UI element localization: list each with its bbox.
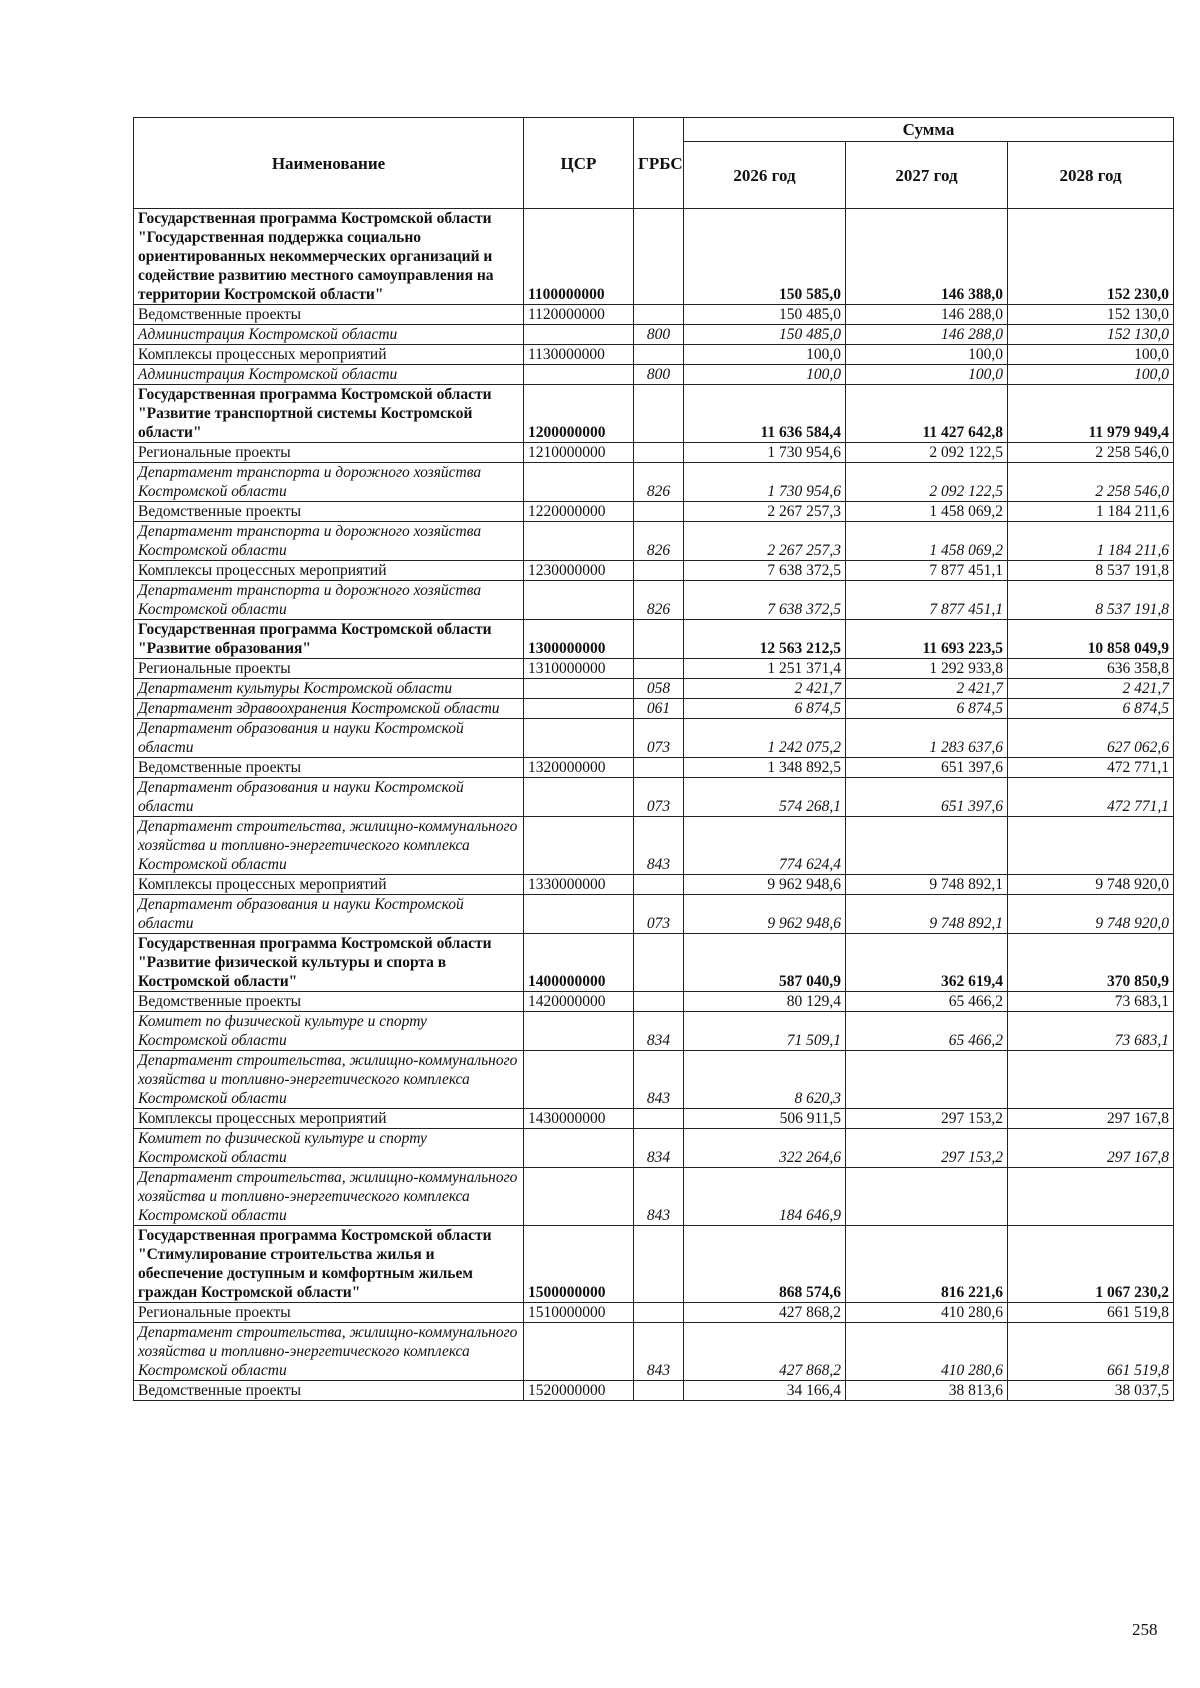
amount-2027-cell: 651 397,6 — [846, 778, 1008, 817]
amount-2026-cell: 1 348 892,5 — [684, 758, 846, 778]
department-row — [134, 817, 1174, 875]
name-cell: Государственная программа Костромской области "Развитие транспортной системы Костромской области" — [134, 385, 524, 443]
grbs-cell — [634, 875, 684, 895]
amount-2026-cell: 150 485,0 — [684, 305, 846, 325]
header-grbs: ГРБС — [634, 118, 684, 209]
name-cell: Департамент транспорта и дорожного хозяйства Костромской области — [134, 522, 524, 561]
amount-2026-cell: 34 166,4 — [684, 1381, 846, 1401]
section-row — [134, 875, 1174, 895]
grbs-cell: 826 — [634, 522, 684, 561]
amount-2027-cell: 7 877 451,1 — [846, 581, 1008, 620]
program-row — [134, 385, 1174, 443]
name-cell: Департамент образования и науки Костромской области — [134, 719, 524, 758]
amount-2026-cell: 427 868,2 — [684, 1323, 846, 1381]
name-cell: Государственная программа Костромской области "Государственная поддержка социально ориентированных некоммерческих организаций и содействие развитию местного самоуправления на территории Костромской области" — [134, 209, 524, 305]
name-cell: Департамент транспорта и дорожного хозяйства Костромской области — [134, 581, 524, 620]
amount-2027-cell: 100,0 — [846, 365, 1008, 385]
grbs-cell — [634, 1381, 684, 1401]
name-cell: Департамент строительства, жилищно-коммунального хозяйства и топливно-энергетического комплекса Костромской области — [134, 817, 524, 875]
amount-2026-cell: 100,0 — [684, 365, 846, 385]
amount-2028-cell: 73 683,1 — [1008, 992, 1174, 1012]
amount-2026-cell: 1 251 371,4 — [684, 659, 846, 679]
header-2026: 2026 год — [684, 142, 846, 209]
section-row — [134, 443, 1174, 463]
amount-2026-cell: 12 563 212,5 — [684, 620, 846, 659]
grbs-cell — [634, 1303, 684, 1323]
amount-2026-cell: 100,0 — [684, 345, 846, 365]
amount-2026-cell: 11 636 584,4 — [684, 385, 846, 443]
csr-cell — [524, 1323, 634, 1381]
amount-2026-cell: 150 585,0 — [684, 209, 846, 305]
amount-2027-cell — [846, 817, 1008, 875]
section-row — [134, 1109, 1174, 1129]
grbs-cell — [634, 561, 684, 581]
amount-2027-cell — [846, 1051, 1008, 1109]
amount-2027-cell: 38 813,6 — [846, 1381, 1008, 1401]
grbs-cell: 800 — [634, 325, 684, 345]
amount-2027-cell: 146 288,0 — [846, 305, 1008, 325]
amount-2028-cell: 9 748 920,0 — [1008, 895, 1174, 934]
section-row — [134, 659, 1174, 679]
section-row — [134, 561, 1174, 581]
amount-2026-cell: 9 962 948,6 — [684, 875, 846, 895]
grbs-cell — [634, 209, 684, 305]
amount-2027-cell: 9 748 892,1 — [846, 875, 1008, 895]
amount-2027-cell: 297 153,2 — [846, 1129, 1008, 1168]
header-csr: ЦСР — [524, 118, 634, 209]
amount-2028-cell: 73 683,1 — [1008, 1012, 1174, 1051]
amount-2028-cell: 472 771,1 — [1008, 758, 1174, 778]
department-row — [134, 1012, 1174, 1051]
csr-cell — [524, 1051, 634, 1109]
name-cell: Ведомственные проекты — [134, 992, 524, 1012]
department-row — [134, 325, 1174, 345]
amount-2028-cell: 1 184 211,6 — [1008, 522, 1174, 561]
section-row — [134, 502, 1174, 522]
header-2028: 2028 год — [1008, 142, 1174, 209]
csr-cell — [524, 463, 634, 502]
csr-cell: 1400000000 — [524, 934, 634, 992]
amount-2028-cell: 6 874,5 — [1008, 699, 1174, 719]
name-cell: Региональные проекты — [134, 443, 524, 463]
name-cell: Департамент культуры Костромской области — [134, 679, 524, 699]
amount-2028-cell: 636 358,8 — [1008, 659, 1174, 679]
csr-cell — [524, 1168, 634, 1226]
csr-cell — [524, 778, 634, 817]
csr-cell: 1310000000 — [524, 659, 634, 679]
amount-2028-cell: 2 258 546,0 — [1008, 443, 1174, 463]
csr-cell: 1320000000 — [524, 758, 634, 778]
amount-2028-cell — [1008, 1051, 1174, 1109]
amount-2026-cell: 80 129,4 — [684, 992, 846, 1012]
csr-cell: 1420000000 — [524, 992, 634, 1012]
amount-2028-cell: 661 519,8 — [1008, 1303, 1174, 1323]
name-cell: Государственная программа Костромской области "Стимулирование строительства жилья и обеспечение доступным и комфортным жильем граждан Костромской области" — [134, 1226, 524, 1303]
section-row — [134, 305, 1174, 325]
grbs-cell: 843 — [634, 1051, 684, 1109]
program-row — [134, 209, 1174, 305]
amount-2028-cell: 8 537 191,8 — [1008, 581, 1174, 620]
grbs-cell — [634, 443, 684, 463]
amount-2028-cell: 38 037,5 — [1008, 1381, 1174, 1401]
amount-2028-cell: 2 258 546,0 — [1008, 463, 1174, 502]
header-sum: Сумма — [684, 118, 1174, 142]
csr-cell — [524, 522, 634, 561]
grbs-cell: 834 — [634, 1129, 684, 1168]
program-row — [134, 934, 1174, 992]
amount-2027-cell: 65 466,2 — [846, 1012, 1008, 1051]
amount-2028-cell: 1 184 211,6 — [1008, 502, 1174, 522]
amount-2026-cell: 9 962 948,6 — [684, 895, 846, 934]
name-cell: Региональные проекты — [134, 1303, 524, 1323]
name-cell: Департамент строительства, жилищно-коммунального хозяйства и топливно-энергетического комплекса Костромской области — [134, 1168, 524, 1226]
grbs-cell: 843 — [634, 817, 684, 875]
grbs-cell: 826 — [634, 581, 684, 620]
grbs-cell — [634, 1109, 684, 1129]
amount-2028-cell: 1 067 230,2 — [1008, 1226, 1174, 1303]
name-cell: Департамент здравоохранения Костромской области — [134, 699, 524, 719]
department-row — [134, 1051, 1174, 1109]
amount-2028-cell: 152 130,0 — [1008, 325, 1174, 345]
csr-cell — [524, 1129, 634, 1168]
amount-2027-cell: 1 292 933,8 — [846, 659, 1008, 679]
amount-2027-cell: 11 427 642,8 — [846, 385, 1008, 443]
csr-cell: 1200000000 — [524, 385, 634, 443]
name-cell: Комплексы процессных мероприятий — [134, 875, 524, 895]
amount-2028-cell: 627 062,6 — [1008, 719, 1174, 758]
name-cell: Государственная программа Костромской области "Развитие образования" — [134, 620, 524, 659]
grbs-cell — [634, 305, 684, 325]
csr-cell — [524, 817, 634, 875]
grbs-cell: 800 — [634, 365, 684, 385]
department-row — [134, 365, 1174, 385]
amount-2028-cell: 472 771,1 — [1008, 778, 1174, 817]
name-cell: Департамент образования и науки Костромской области — [134, 895, 524, 934]
amount-2027-cell: 100,0 — [846, 345, 1008, 365]
grbs-cell — [634, 992, 684, 1012]
csr-cell — [524, 679, 634, 699]
amount-2028-cell: 297 167,8 — [1008, 1129, 1174, 1168]
amount-2028-cell: 2 421,7 — [1008, 679, 1174, 699]
grbs-cell — [634, 385, 684, 443]
csr-cell — [524, 895, 634, 934]
department-row — [134, 895, 1174, 934]
department-row — [134, 699, 1174, 719]
amount-2026-cell: 2 267 257,3 — [684, 522, 846, 561]
amount-2026-cell: 1 242 075,2 — [684, 719, 846, 758]
csr-cell: 1120000000 — [524, 305, 634, 325]
csr-cell: 1330000000 — [524, 875, 634, 895]
amount-2026-cell: 427 868,2 — [684, 1303, 846, 1323]
name-cell: Государственная программа Костромской области "Развитие физической культуры и спорта в Костромской области" — [134, 934, 524, 992]
grbs-cell: 073 — [634, 719, 684, 758]
csr-cell — [524, 699, 634, 719]
csr-cell: 1520000000 — [524, 1381, 634, 1401]
amount-2027-cell: 65 466,2 — [846, 992, 1008, 1012]
amount-2028-cell: 9 748 920,0 — [1008, 875, 1174, 895]
name-cell: Департамент транспорта и дорожного хозяйства Костромской области — [134, 463, 524, 502]
name-cell: Департамент строительства, жилищно-коммунального хозяйства и топливно-энергетического комплекса Костромской области — [134, 1323, 524, 1381]
amount-2026-cell: 322 264,6 — [684, 1129, 846, 1168]
amount-2027-cell: 146 288,0 — [846, 325, 1008, 345]
amount-2027-cell: 7 877 451,1 — [846, 561, 1008, 581]
department-row — [134, 719, 1174, 758]
department-row — [134, 522, 1174, 561]
amount-2027-cell: 6 874,5 — [846, 699, 1008, 719]
amount-2028-cell: 152 130,0 — [1008, 305, 1174, 325]
header-name: Наименование — [134, 118, 524, 209]
name-cell: Администрация Костромской области — [134, 365, 524, 385]
amount-2027-cell: 816 221,6 — [846, 1226, 1008, 1303]
grbs-cell: 843 — [634, 1168, 684, 1226]
amount-2028-cell: 10 858 049,9 — [1008, 620, 1174, 659]
csr-cell: 1210000000 — [524, 443, 634, 463]
header-2027: 2027 год — [846, 142, 1008, 209]
grbs-cell — [634, 659, 684, 679]
csr-cell: 1220000000 — [524, 502, 634, 522]
amount-2027-cell: 1 458 069,2 — [846, 522, 1008, 561]
amount-2026-cell: 2 421,7 — [684, 679, 846, 699]
department-row — [134, 1168, 1174, 1226]
csr-cell: 1430000000 — [524, 1109, 634, 1129]
section-row — [134, 992, 1174, 1012]
csr-cell — [524, 365, 634, 385]
csr-cell: 1130000000 — [524, 345, 634, 365]
grbs-cell — [634, 620, 684, 659]
grbs-cell: 834 — [634, 1012, 684, 1051]
grbs-cell — [634, 758, 684, 778]
amount-2026-cell: 868 574,6 — [684, 1226, 846, 1303]
amount-2028-cell: 8 537 191,8 — [1008, 561, 1174, 581]
amount-2028-cell: 297 167,8 — [1008, 1109, 1174, 1129]
amount-2026-cell: 1 730 954,6 — [684, 443, 846, 463]
csr-cell — [524, 325, 634, 345]
name-cell: Комитет по физической культуре и спорту Костромской области — [134, 1129, 524, 1168]
amount-2026-cell: 7 638 372,5 — [684, 581, 846, 620]
csr-cell — [524, 1012, 634, 1051]
department-row — [134, 778, 1174, 817]
csr-cell: 1100000000 — [524, 209, 634, 305]
amount-2027-cell: 362 619,4 — [846, 934, 1008, 992]
department-row — [134, 679, 1174, 699]
csr-cell: 1230000000 — [524, 561, 634, 581]
name-cell: Ведомственные проекты — [134, 502, 524, 522]
amount-2028-cell: 370 850,9 — [1008, 934, 1174, 992]
name-cell: Ведомственные проекты — [134, 305, 524, 325]
name-cell: Комплексы процессных мероприятий — [134, 345, 524, 365]
amount-2027-cell: 9 748 892,1 — [846, 895, 1008, 934]
amount-2027-cell: 297 153,2 — [846, 1109, 1008, 1129]
section-row — [134, 758, 1174, 778]
amount-2028-cell: 152 230,0 — [1008, 209, 1174, 305]
department-row — [134, 1129, 1174, 1168]
program-row — [134, 1226, 1174, 1303]
csr-cell — [524, 581, 634, 620]
amount-2028-cell — [1008, 817, 1174, 875]
amount-2026-cell: 574 268,1 — [684, 778, 846, 817]
amount-2026-cell: 587 040,9 — [684, 934, 846, 992]
csr-cell: 1300000000 — [524, 620, 634, 659]
grbs-cell: 826 — [634, 463, 684, 502]
csr-cell: 1500000000 — [524, 1226, 634, 1303]
amount-2027-cell: 1 283 637,6 — [846, 719, 1008, 758]
grbs-cell: 073 — [634, 895, 684, 934]
amount-2027-cell: 1 458 069,2 — [846, 502, 1008, 522]
name-cell: Ведомственные проекты — [134, 1381, 524, 1401]
amount-2026-cell: 506 911,5 — [684, 1109, 846, 1129]
name-cell: Ведомственные проекты — [134, 758, 524, 778]
name-cell: Комплексы процессных мероприятий — [134, 561, 524, 581]
amount-2026-cell: 1 730 954,6 — [684, 463, 846, 502]
grbs-cell: 843 — [634, 1323, 684, 1381]
amount-2027-cell: 2 421,7 — [846, 679, 1008, 699]
section-row — [134, 1381, 1174, 1401]
amount-2027-cell: 146 388,0 — [846, 209, 1008, 305]
program-row — [134, 620, 1174, 659]
budget-table — [133, 117, 1174, 1401]
name-cell: Комитет по физической культуре и спорту Костромской области — [134, 1012, 524, 1051]
amount-2026-cell: 150 485,0 — [684, 325, 846, 345]
department-row — [134, 1323, 1174, 1381]
amount-2027-cell — [846, 1168, 1008, 1226]
grbs-cell — [634, 934, 684, 992]
amount-2028-cell: 11 979 949,4 — [1008, 385, 1174, 443]
amount-2028-cell: 100,0 — [1008, 365, 1174, 385]
name-cell: Региональные проекты — [134, 659, 524, 679]
grbs-cell: 058 — [634, 679, 684, 699]
name-cell: Департамент строительства, жилищно-коммунального хозяйства и топливно-энергетического комплекса Костромской области — [134, 1051, 524, 1109]
amount-2027-cell: 651 397,6 — [846, 758, 1008, 778]
amount-2028-cell — [1008, 1168, 1174, 1226]
name-cell: Департамент образования и науки Костромской области — [134, 778, 524, 817]
department-row — [134, 463, 1174, 502]
name-cell: Комплексы процессных мероприятий — [134, 1109, 524, 1129]
grbs-cell — [634, 345, 684, 365]
name-cell: Администрация Костромской области — [134, 325, 524, 345]
amount-2028-cell: 100,0 — [1008, 345, 1174, 365]
amount-2026-cell: 71 509,1 — [684, 1012, 846, 1051]
amount-2026-cell: 7 638 372,5 — [684, 561, 846, 581]
amount-2026-cell: 2 267 257,3 — [684, 502, 846, 522]
amount-2026-cell: 774 624,4 — [684, 817, 846, 875]
grbs-cell — [634, 1226, 684, 1303]
department-row — [134, 581, 1174, 620]
grbs-cell — [634, 502, 684, 522]
csr-cell — [524, 719, 634, 758]
section-row — [134, 345, 1174, 365]
amount-2027-cell: 2 092 122,5 — [846, 443, 1008, 463]
amount-2027-cell: 410 280,6 — [846, 1323, 1008, 1381]
page-number: 258 — [1132, 1620, 1158, 1639]
amount-2027-cell: 11 693 223,5 — [846, 620, 1008, 659]
amount-2026-cell: 184 646,9 — [684, 1168, 846, 1226]
grbs-cell: 073 — [634, 778, 684, 817]
amount-2027-cell: 2 092 122,5 — [846, 463, 1008, 502]
amount-2026-cell: 8 620,3 — [684, 1051, 846, 1109]
section-row — [134, 1303, 1174, 1323]
amount-2027-cell: 410 280,6 — [846, 1303, 1008, 1323]
amount-2026-cell: 6 874,5 — [684, 699, 846, 719]
grbs-cell: 061 — [634, 699, 684, 719]
amount-2028-cell: 661 519,8 — [1008, 1323, 1174, 1381]
csr-cell: 1510000000 — [524, 1303, 634, 1323]
